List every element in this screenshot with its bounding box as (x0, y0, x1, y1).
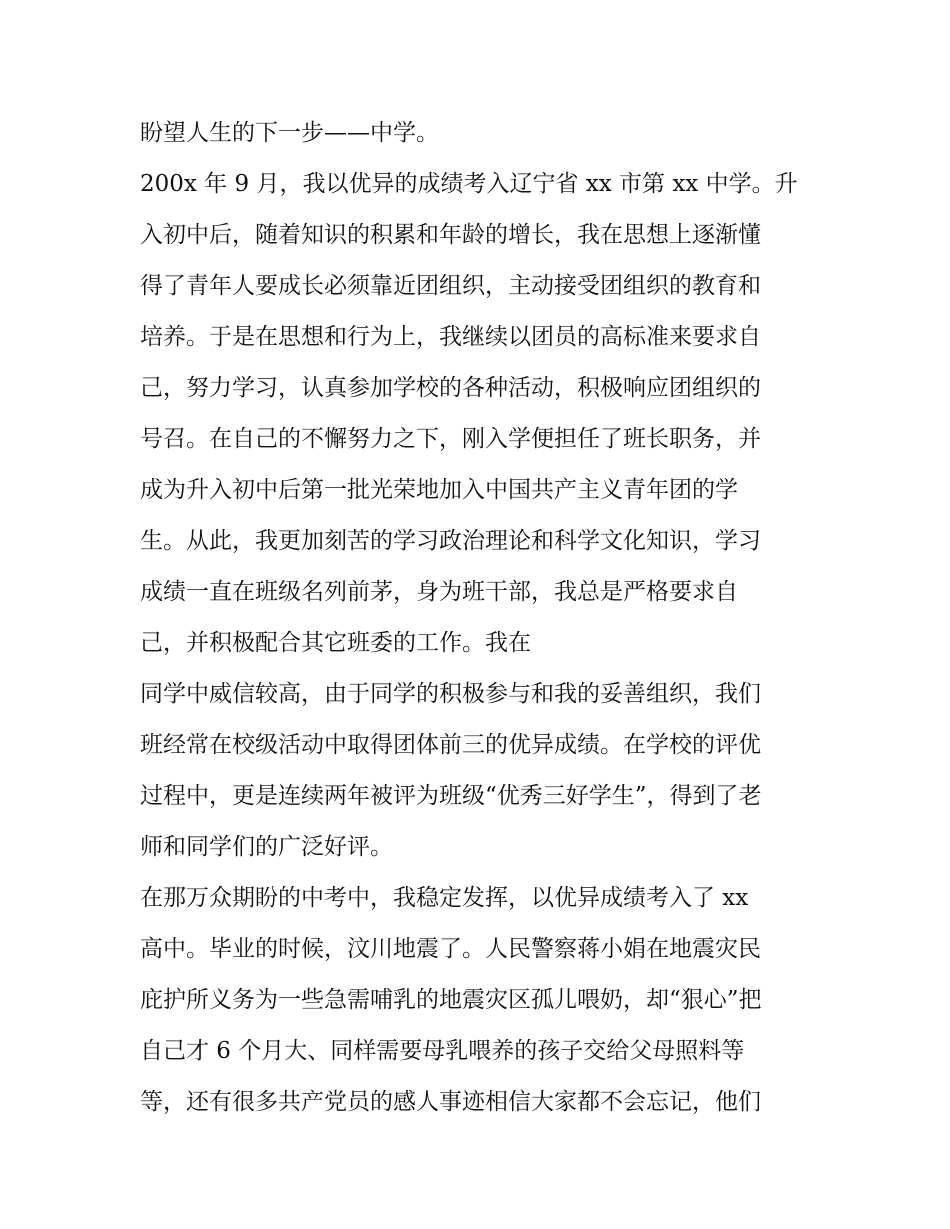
text-line: 师和同学们的广泛好评。 (140, 834, 393, 860)
text-line: 盼望人生的下一步——中学。 (140, 120, 439, 146)
text-line: 己，并积极配合其它班委的工作。我在 (140, 630, 531, 656)
text-line: 班经常在校级活动中取得团体前三的优异成绩。在学校的评优 (140, 732, 761, 758)
text-line: 得了青年人要成长必须靠近团组织，主动接受团组织的教育和 (140, 273, 761, 299)
text-line: 成为升入初中后第一批光荣地加入中国共产主义青年团的学 (140, 477, 738, 503)
text-line: 在那万众期盼的中考中，我稳定发挥，以优异成绩考入了 xx (140, 885, 749, 911)
text-line: 过程中，更是连续两年被评为班级“优秀三好学生”，得到了老 (140, 783, 762, 809)
text-line: 入初中后，随着知识的积累和年龄的增长，我在思想上逐渐懂 (140, 222, 761, 248)
text-line: 高中。毕业的时候，汶川地震了。人民警察蒋小娟在地震灾民 (140, 936, 761, 962)
text-line: 200x 年 9 月，我以优异的成绩考入辽宁省 xx 市第 xx 中学。升 (140, 171, 798, 197)
text-line: 号召。在自己的不懈努力之下，刚入学便担任了班长职务，并 (140, 426, 761, 452)
text-line: 己，努力学习，认真参加学校的各种活动，积极响应团组织的 (140, 375, 761, 401)
text-line: 庇护所义务为一些急需哺乳的地震灾区孤儿喂奶，却“狠心”把 (140, 987, 762, 1013)
body-text (140, 108, 820, 1128)
text-line: 同学中威信较高，由于同学的积极参与和我的妥善组织，我们 (140, 681, 761, 707)
text-line: 自己才 6 个月大、同样需要母乳喂养的孩子交给父母照料等 (140, 1038, 745, 1064)
text-line: 等，还有很多共产党员的感人事迹相信大家都不会忘记，他们 (140, 1089, 761, 1115)
text-line: 成绩一直在班级名列前茅，身为班干部，我总是严格要求自 (140, 579, 738, 605)
text-line: 培养。于是在思想和行为上，我继续以团员的高标准来要求自 (140, 324, 761, 350)
text-line: 生。从此，我更加刻苦的学习政治理论和科学文化知识，学习 (140, 528, 761, 554)
